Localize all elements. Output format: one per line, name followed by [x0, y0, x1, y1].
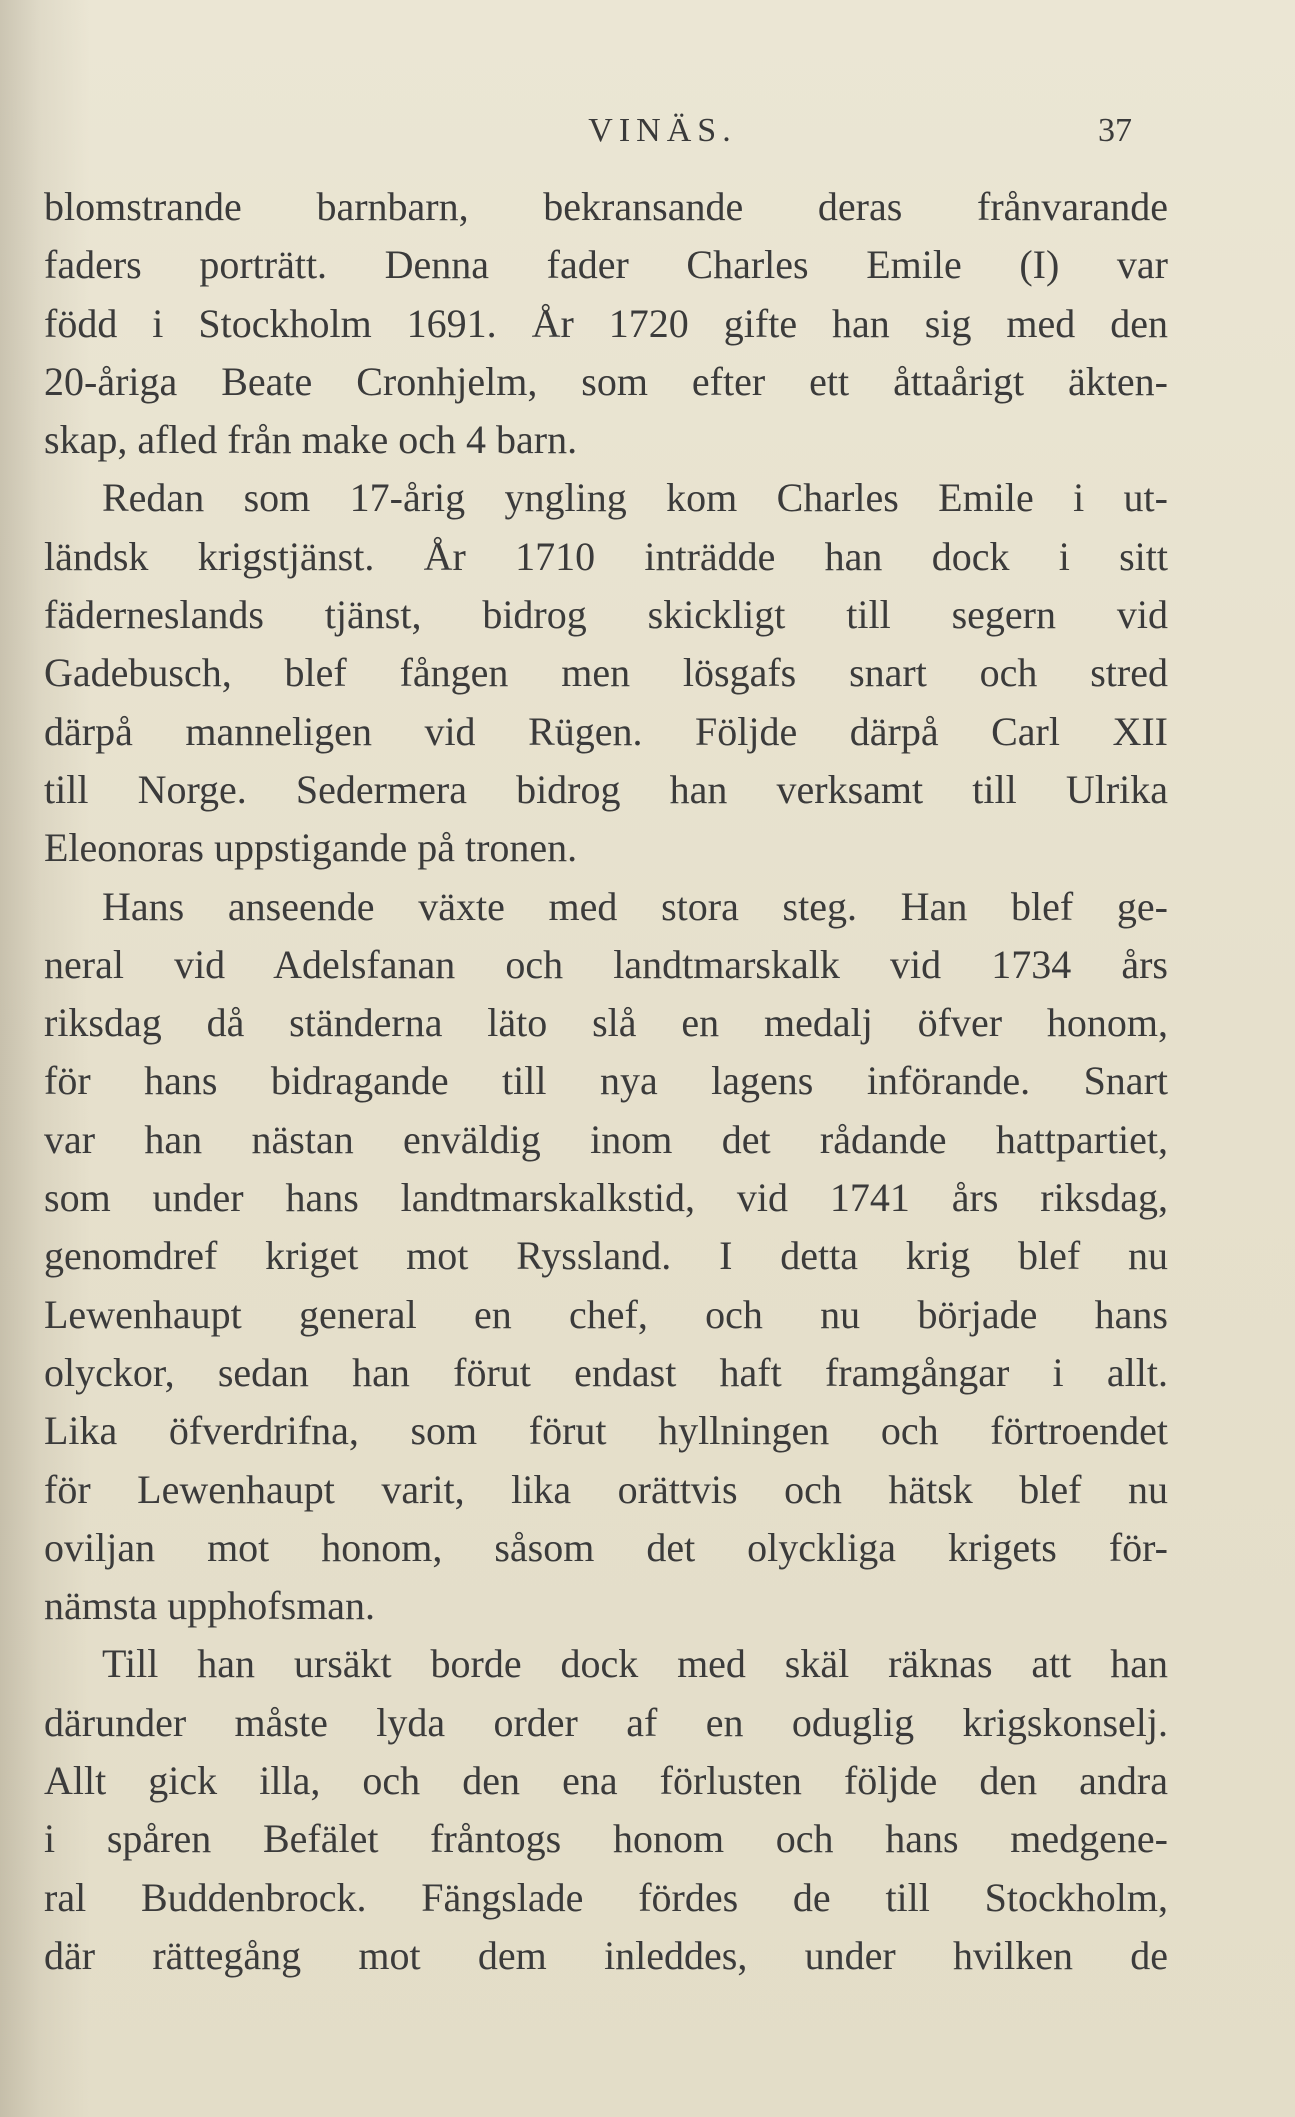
- text-line: därpå manneligen vid Rügen. Följde därpå Carl XII: [44, 708, 1168, 754]
- text-line: blomstrande barnbarn, bekransande deras frånvarande: [44, 184, 1168, 229]
- text-line: Redan som 17-årig yngling kom Charles Emile i ut-: [102, 475, 1168, 521]
- text-line: som under hans landtmarskalkstid, vid 1741 års riksdag,: [44, 1175, 1168, 1221]
- text-line: född i Stockholm 1691. År 1720 gifte han sig med den: [44, 300, 1168, 346]
- text-line: Allt gick illa, och den ena förlusten följde den andra: [44, 1758, 1168, 1804]
- text-line: för Lewenhaupt varit, lika orättvis och hätsk blef nu: [44, 1466, 1168, 1512]
- text-line: Lika öfverdrifna, som förut hyllningen och förtroendet: [44, 1408, 1168, 1454]
- page-number: 37: [1098, 112, 1132, 149]
- body-text: [44, 178, 1168, 1985]
- text-line: Gadebusch, blef fången men lösgafs snart och stred: [44, 650, 1168, 696]
- text-line: genomdref kriget mot Ryssland. I detta krig blef nu: [44, 1233, 1168, 1279]
- text-line: Lewenhaupt general en chef, och nu började hans: [44, 1291, 1168, 1337]
- text-line: Till han ursäkt borde dock med skäl räknas att han: [102, 1641, 1168, 1687]
- text-line: ral Buddenbrock. Fängslade fördes de till Stockholm,: [44, 1874, 1168, 1920]
- text-line: där rättegång mot dem inleddes, under hvilken de: [44, 1932, 1168, 1978]
- text-line: 20-åriga Beate Cronhjelm, som efter ett åttaårigt äkten-: [44, 358, 1168, 404]
- text-line: neral vid Adelsfanan och landtmarskalk vid 1734 års: [44, 941, 1168, 987]
- text-line: nämsta upphofsman.: [44, 1583, 376, 1629]
- text-line: för hans bidragande till nya lagens införande. Snart: [44, 1058, 1168, 1104]
- text-line: fäderneslands tjänst, bidrog skickligt till segern vid: [44, 592, 1168, 638]
- text-line: riksdag då ständerna läto slå en medalj öfver honom,: [44, 1000, 1168, 1046]
- text-line: skap, afled från make och 4 barn.: [44, 417, 578, 463]
- text-line: ländsk krigstjänst. År 1710 inträdde han dock i sitt: [44, 533, 1168, 579]
- text-line: faders porträtt. Denna fader Charles Emile (I) var: [44, 242, 1168, 288]
- text-line: olyckor, sedan han förut endast haft framgångar i allt.: [44, 1349, 1168, 1395]
- running-title: VINÄS.: [588, 112, 737, 149]
- text-line: Eleonoras uppstigande på tronen.: [44, 825, 578, 871]
- text-line: var han nästan enväldig inom det rådande hattpartiet,: [44, 1116, 1168, 1162]
- text-line: därunder måste lyda order af en oduglig krigskonselj.: [44, 1699, 1168, 1745]
- text-line: Hans anseende växte med stora steg. Han blef ge-: [102, 883, 1168, 929]
- text-line: i spåren Befälet fråntogs honom och hans medgene-: [44, 1816, 1168, 1862]
- page-header: [0, 112, 1295, 164]
- text-line: oviljan mot honom, såsom det olyckliga krigets för-: [44, 1524, 1168, 1570]
- text-line: till Norge. Sedermera bidrog han verksamt till Ulrika: [44, 766, 1168, 812]
